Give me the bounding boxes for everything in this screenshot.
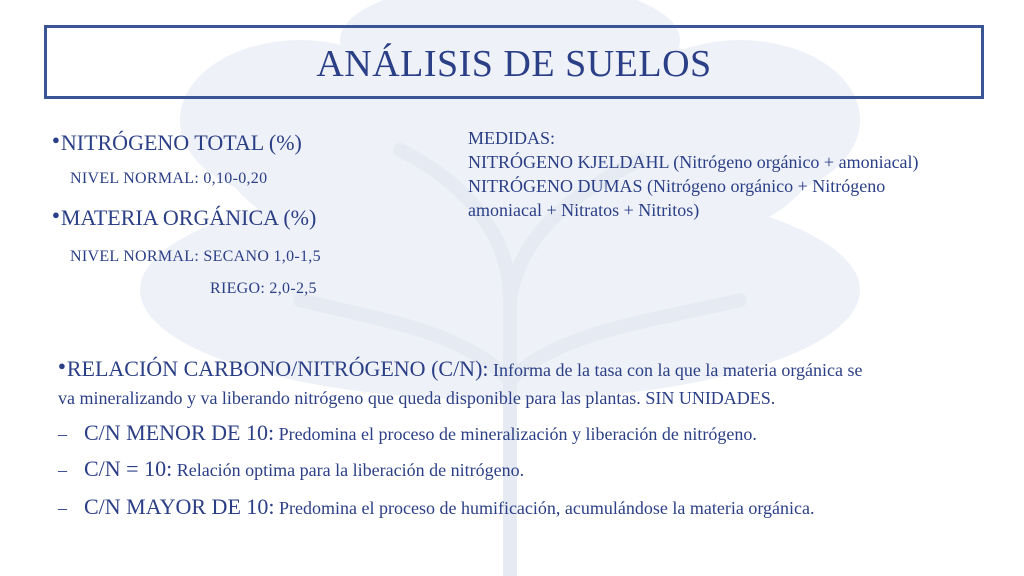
item-text: Relación optima para la liberación de nitrógeno. <box>176 460 525 480</box>
item-text: Predomina el proceso de humificación, acumulándose la materia orgánica. <box>279 498 815 518</box>
dash-icon: – <box>58 460 67 480</box>
relation-text-2: va mineralizando y va liberando nitrógeno que queda disponible para las plantas. <box>58 388 641 408</box>
organic-heading <box>52 205 316 231</box>
title-box <box>44 25 984 99</box>
nitrogen-unit: (%) <box>268 130 302 155</box>
nitrogen-title: NITRÓGENO TOTAL <box>60 130 264 155</box>
list-item <box>58 494 814 520</box>
relation-units: SIN UNIDADES. <box>645 388 776 408</box>
item-term: C/N = 10: <box>84 456 173 481</box>
list-item <box>58 456 524 482</box>
relation-text-1: Informa de la tasa con la que la materia orgánica se <box>493 360 863 380</box>
bullet-icon: ● <box>52 132 60 147</box>
page-title: ANÁLISIS DE SUELOS <box>316 43 712 85</box>
item-term: C/N MAYOR DE 10: <box>84 494 275 519</box>
nitrogen-heading <box>52 130 302 156</box>
relation-heading: RELACIÓN CARBONO/NITRÓGENO (C/N): <box>66 356 489 381</box>
organic-title: MATERIA ORGÁNICA <box>60 205 278 230</box>
measures-line-kjeldahl: NITRÓGENO KJELDAHL (Nitrógeno orgánico + amoniacal) <box>468 152 919 172</box>
relation-block <box>58 352 998 412</box>
measures-line-dumas-cont: amoniacal + Nitratos + Nitritos) <box>468 200 700 220</box>
item-term: C/N MENOR DE 10: <box>84 420 275 445</box>
list-item <box>58 420 757 446</box>
measures-block <box>468 126 988 222</box>
organic-unit: (%) <box>283 205 317 230</box>
measures-line-dumas: NITRÓGENO DUMAS (Nitrógeno orgánico + Nitrógeno <box>468 176 886 196</box>
organic-riego-level: RIEGO: 2,0-2,5 <box>210 280 317 297</box>
organic-normal-level: NIVEL NORMAL: SECANO 1,0-1,5 <box>70 248 321 265</box>
measures-label: MEDIDAS: <box>468 128 556 148</box>
dash-icon: – <box>58 498 67 518</box>
item-text: Predomina el proceso de mineralización y liberación de nitrógeno. <box>278 424 757 444</box>
bullet-icon: ● <box>52 207 60 222</box>
bullet-icon: ● <box>58 358 66 373</box>
nitrogen-normal-level: NIVEL NORMAL: 0,10-0,20 <box>70 170 268 187</box>
dash-icon: – <box>58 424 67 444</box>
